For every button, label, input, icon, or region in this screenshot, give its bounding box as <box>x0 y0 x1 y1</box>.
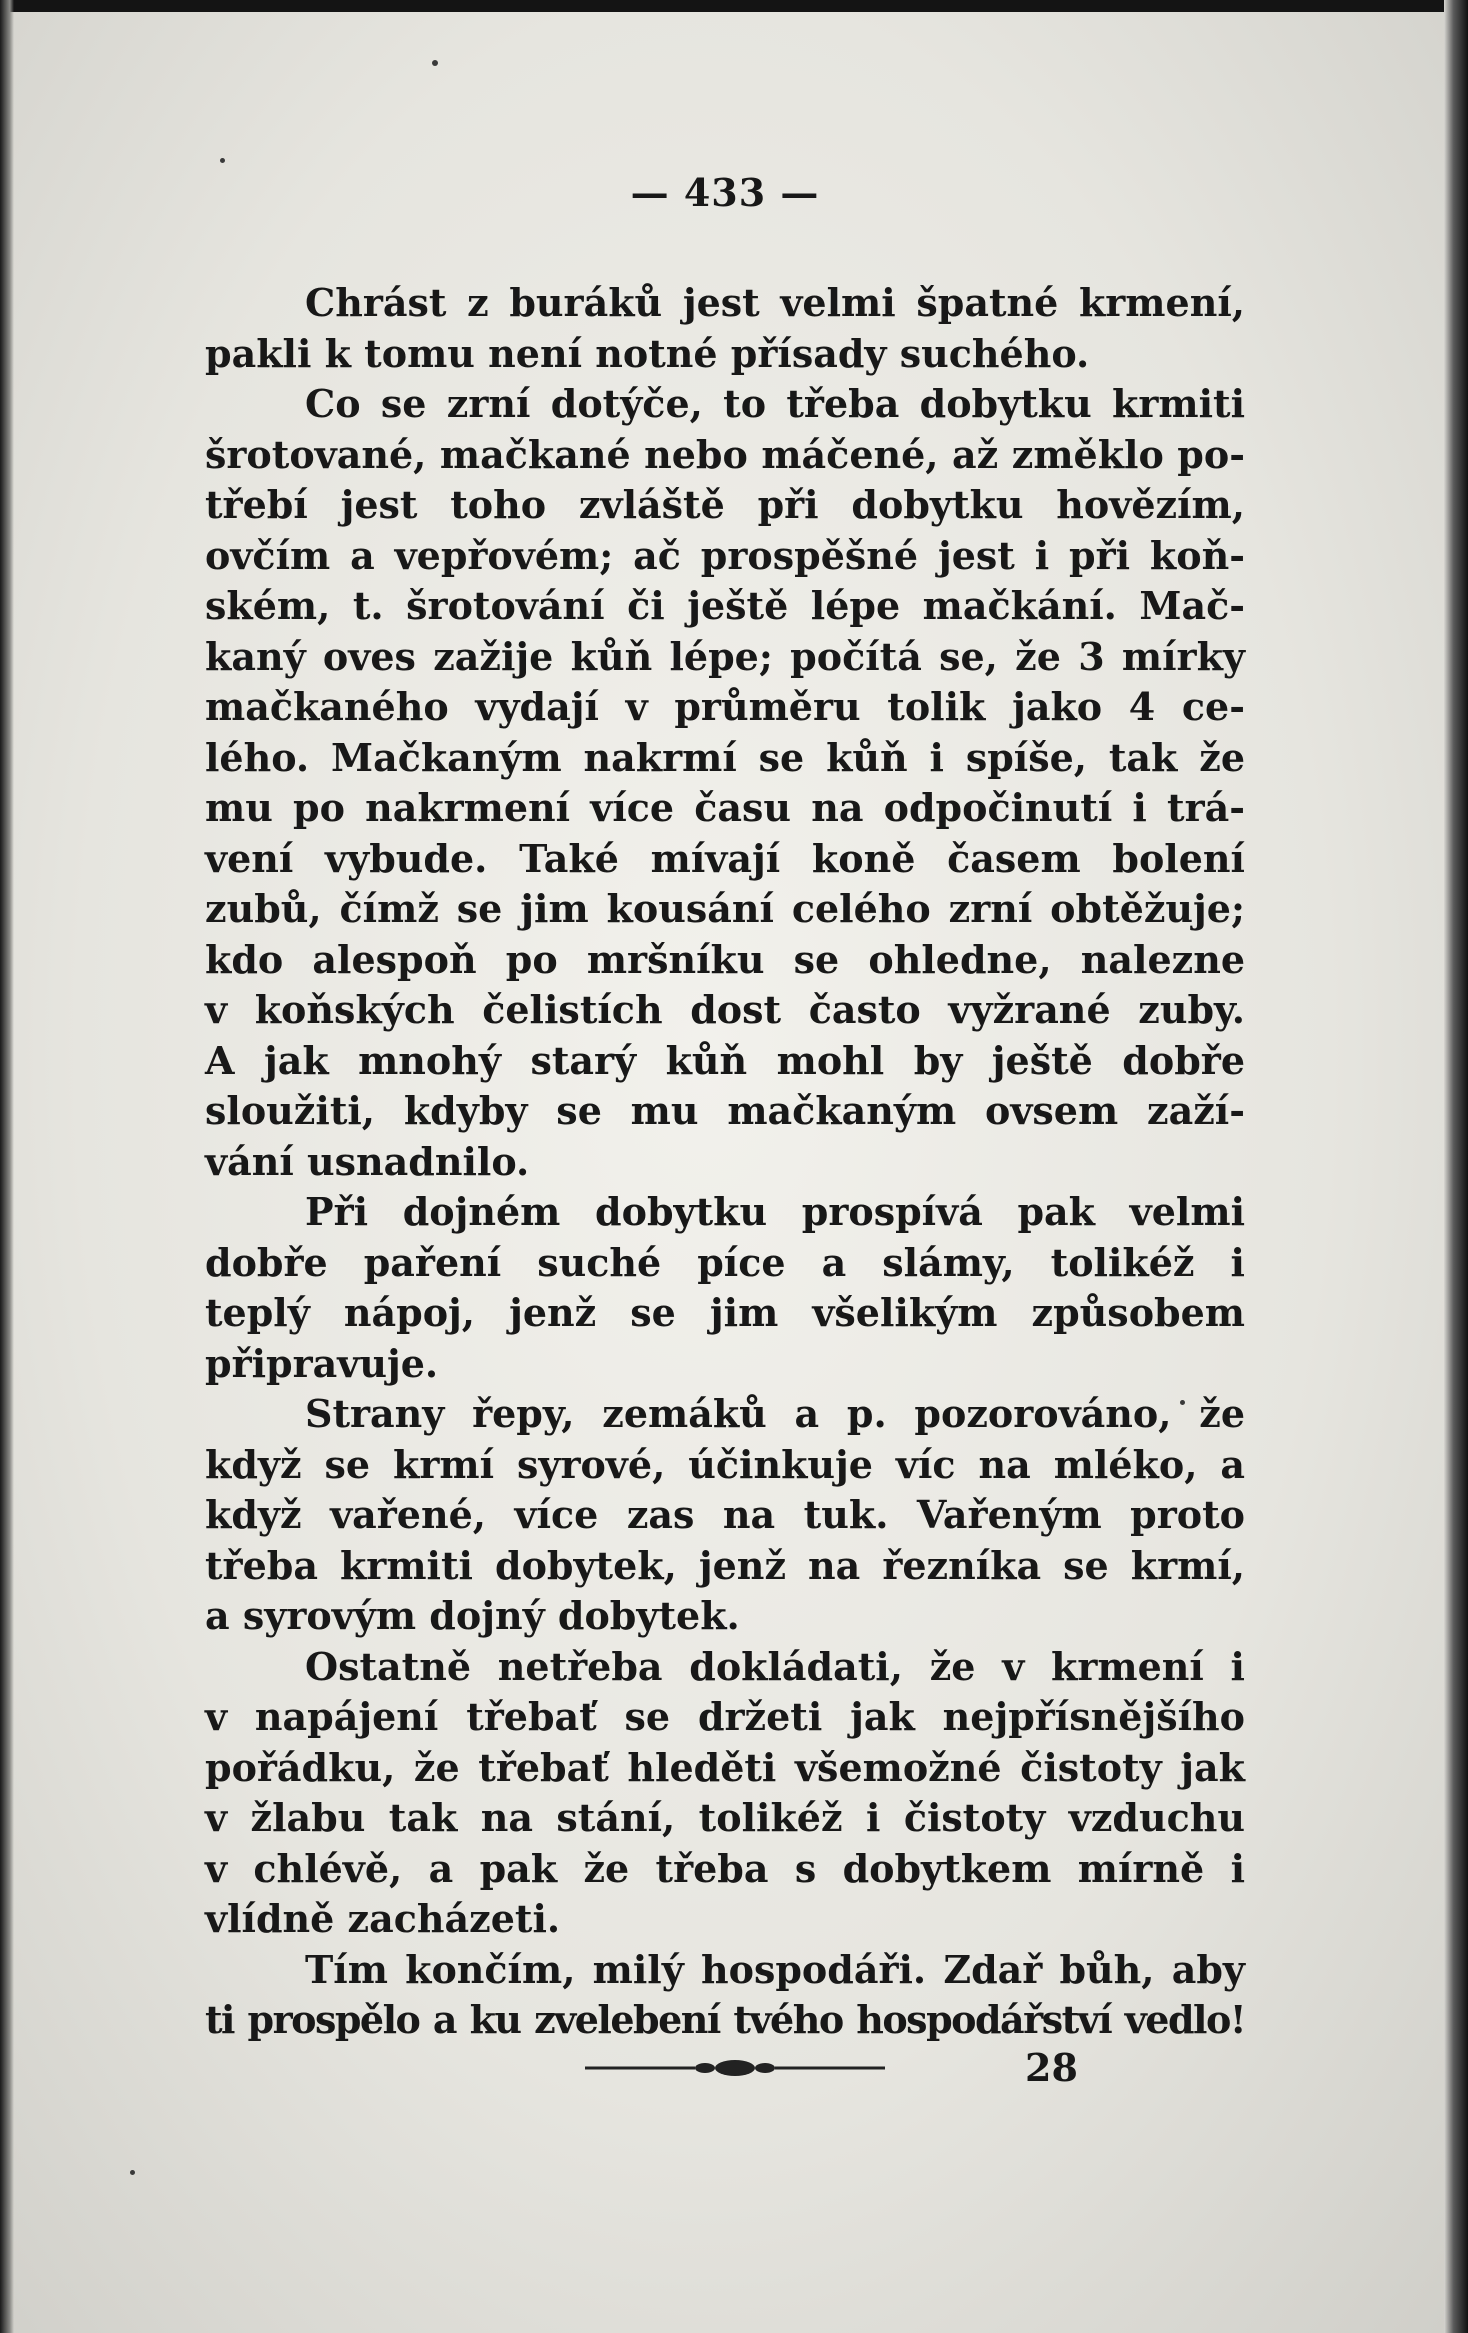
text-line: v chlévě, a pak že třeba s dobytkem mírně i <box>205 1845 1245 1891</box>
text-line: dobře paření suché píce a slámy, tolikéž i <box>205 1239 1245 1285</box>
paragraph <box>205 1389 1245 1642</box>
text-line: vání usnadnilo. <box>205 1138 530 1184</box>
text-line: třeba krmiti dobytek, jenž na řezníka se krmí, <box>205 1542 1245 1588</box>
text-line: zubů, čímž se jim kousání celého zrní obtěžuje; <box>205 886 1245 931</box>
text-line: pakli k tomu není notné přísady suchého. <box>205 330 1090 376</box>
page-number: — 433 — <box>630 170 820 215</box>
text-line: vení vybude. Také mívají koně časem bolení <box>205 835 1245 881</box>
paragraph <box>205 1187 1245 1389</box>
text-line: kaný oves zažije kůň lépe; počítá se, že 3 mírky <box>205 633 1245 679</box>
scan-edge-top <box>0 0 1468 12</box>
text-line: šrotované, mačkané nebo máčené, až změklo po- <box>205 431 1245 477</box>
text-line: ti prospělo a ku zvelebení tvého hospodářství vedlo! <box>205 1997 1245 2042</box>
text-line: A jak mnohý starý kůň mohl by ještě dobře <box>205 1037 1245 1083</box>
text-line: kdo alespoň po mršníku se ohledne, nalezne <box>205 936 1245 982</box>
page-text-block <box>205 162 1245 2090</box>
text-line: ském, t. šrotování či ještě lépe mačkání. Mač- <box>205 583 1245 628</box>
text-line: Tím končím, milý hospodáři. Zdař bůh, aby <box>305 1946 1245 1992</box>
page-footer <box>205 2042 1245 2102</box>
text-line: vlídně zacházeti. <box>205 1896 561 1941</box>
text-line: když se krmí syrové, účinkuje víc na mléko, a <box>205 1441 1245 1487</box>
text-line: Chrást z buráků jest velmi špatné krmení, <box>305 280 1245 325</box>
signature-mark: 28 <box>1025 2045 1078 2090</box>
paragraph <box>205 1642 1245 1945</box>
text-line: lého. Mačkaným nakrmí se kůň i spíše, tak že <box>205 734 1245 780</box>
text-line: sloužiti, kdyby se mu mačkaným ovsem zaží- <box>205 1088 1245 1133</box>
text-line: pořádku, že třebať hleděti všemožné čistoty jak <box>205 1744 1245 1790</box>
paragraph <box>205 379 1245 1187</box>
text-line: Při dojném dobytku prospívá pak velmi <box>305 1189 1245 1234</box>
text-line: teplý nápoj, jenž se jim všelikým způsobem <box>205 1290 1245 1335</box>
text-line: v žlabu tak na stání, tolikéž i čistoty vzduchu <box>205 1795 1245 1840</box>
text-line: mačkaného vydají v průměru tolik jako 4 ce- <box>205 684 1245 729</box>
paragraph <box>205 278 1245 379</box>
text-line: v napájení třebať se držeti jak nejpřísnějšího <box>205 1694 1245 1739</box>
text-line: mu po nakrmení více času na odpočinutí i trá- <box>205 785 1245 830</box>
text-line: ovčím a vepřovém; ač prospěšné jest i při koň- <box>205 532 1245 578</box>
paper-speck <box>130 2170 135 2175</box>
scan-edge-right <box>1444 0 1468 2333</box>
paper-speck <box>432 60 438 66</box>
scan-edge-left <box>0 0 14 2333</box>
end-ornament-icon <box>585 2048 885 2088</box>
text-line: a syrovým dojný dobytek. <box>205 1593 740 1638</box>
text-line: Co se zrní dotýče, to třeba dobytku krmiti <box>305 381 1245 426</box>
text-line: připravuje. <box>205 1340 439 1386</box>
text-line: když vařené, více zas na tuk. Vařeným proto <box>205 1492 1245 1537</box>
paragraph <box>205 1945 1245 2046</box>
text-line: třebí jest toho zvláště při dobytku hovězím, <box>205 482 1245 527</box>
text-line: v koňských čelistích dost často vyžrané zuby. <box>205 987 1245 1032</box>
text-line: Ostatně netřeba dokládati, že v krmení i <box>305 1643 1245 1689</box>
text-line: Strany řepy, zemáků a p. pozorováno, že <box>305 1391 1245 1436</box>
